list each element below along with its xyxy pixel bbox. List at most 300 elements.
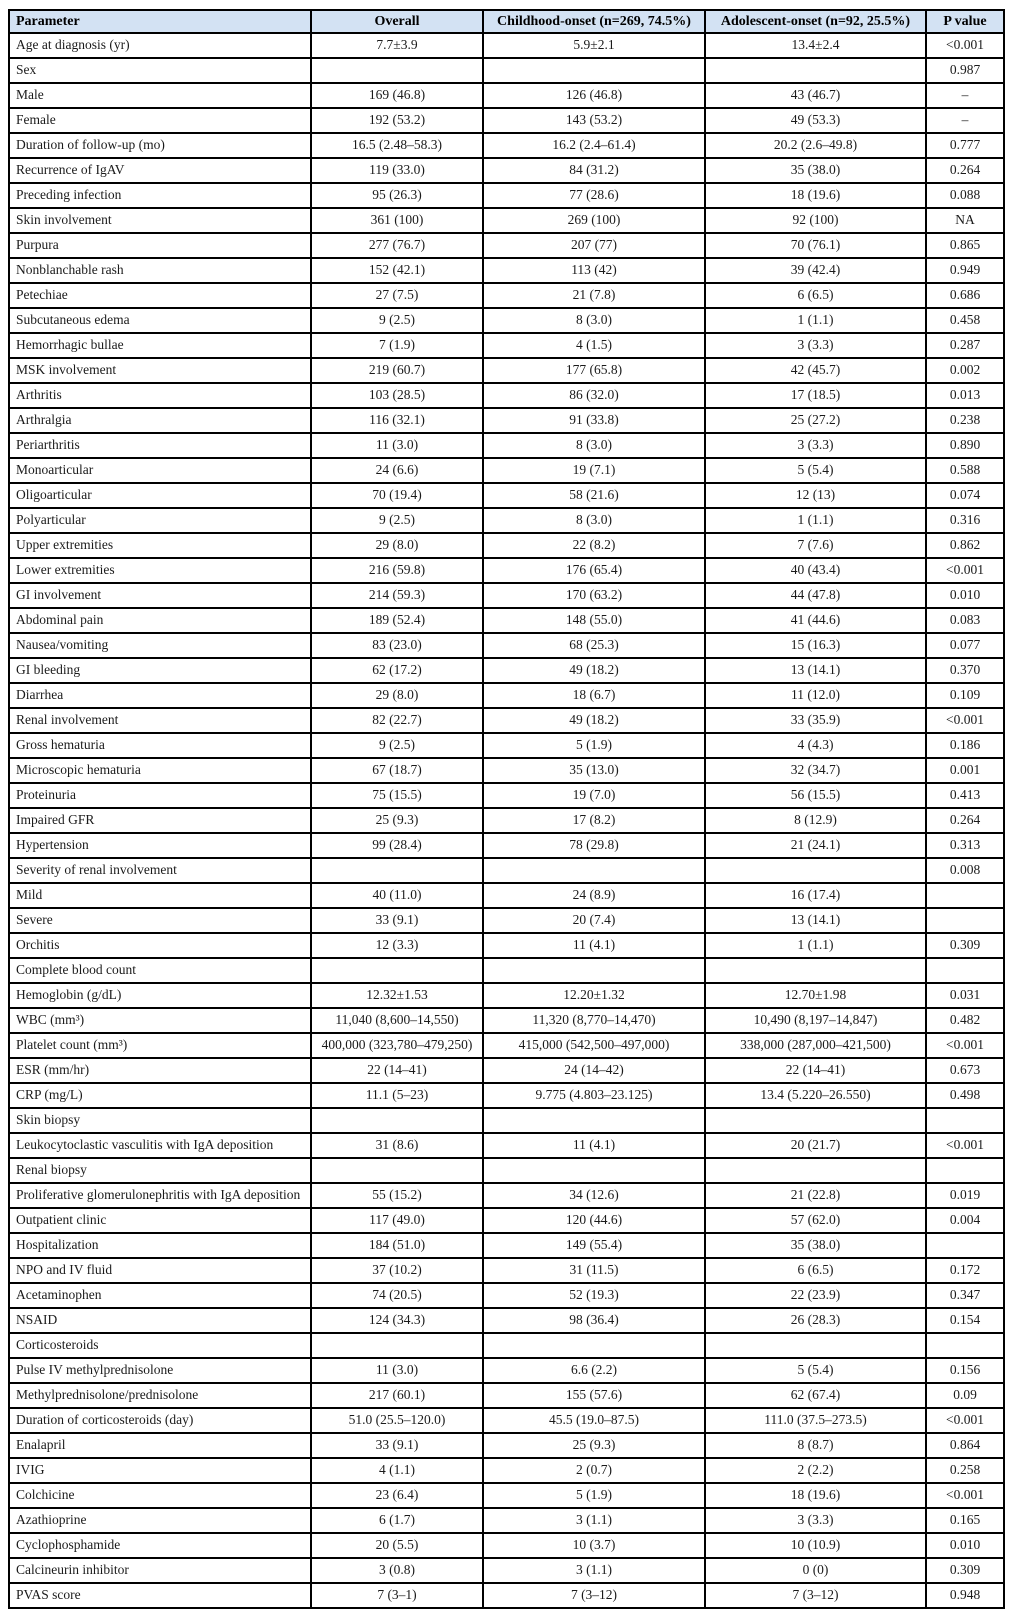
- value-cell: 0.09: [926, 1383, 1004, 1408]
- value-cell: 24 (8.9): [483, 883, 705, 908]
- value-cell: 17 (8.2): [483, 808, 705, 833]
- value-cell: [705, 958, 926, 983]
- value-cell: 82 (22.7): [311, 708, 483, 733]
- value-cell: 361 (100): [311, 208, 483, 233]
- table-row: [9, 333, 1004, 358]
- table-row: [9, 483, 1004, 508]
- value-cell: 7.7±3.9: [311, 33, 483, 58]
- value-cell: 6.6 (2.2): [483, 1358, 705, 1383]
- value-cell: 9 (2.5): [311, 733, 483, 758]
- table-row: [9, 283, 1004, 308]
- value-cell: 24 (14–42): [483, 1058, 705, 1083]
- value-cell: 0.777: [926, 133, 1004, 158]
- column-header: Parameter: [9, 10, 311, 33]
- value-cell: 13 (14.1): [705, 908, 926, 933]
- value-cell: 7 (3–12): [705, 1583, 926, 1608]
- value-cell: 189 (52.4): [311, 608, 483, 633]
- value-cell: 0.498: [926, 1083, 1004, 1108]
- table-row: [9, 658, 1004, 683]
- value-cell: 20.2 (2.6–49.8): [705, 133, 926, 158]
- table-row: [9, 1583, 1004, 1608]
- value-cell: 7 (3–12): [483, 1583, 705, 1608]
- value-cell: 11,320 (8,770–14,470): [483, 1008, 705, 1033]
- value-cell: [926, 958, 1004, 983]
- value-cell: 20 (7.4): [483, 908, 705, 933]
- value-cell: 1 (1.1): [705, 508, 926, 533]
- table-row: [9, 833, 1004, 858]
- value-cell: 0.458: [926, 308, 1004, 333]
- value-cell: –: [926, 83, 1004, 108]
- value-cell: 113 (42): [483, 258, 705, 283]
- value-cell: 6 (6.5): [705, 283, 926, 308]
- table-row: [9, 1433, 1004, 1458]
- value-cell: 0.862: [926, 533, 1004, 558]
- value-cell: [926, 883, 1004, 908]
- table-row: [9, 358, 1004, 383]
- value-cell: 5 (5.4): [705, 1358, 926, 1383]
- value-cell: 84 (31.2): [483, 158, 705, 183]
- value-cell: 21 (7.8): [483, 283, 705, 308]
- value-cell: 70 (19.4): [311, 483, 483, 508]
- value-cell: 0.156: [926, 1358, 1004, 1383]
- table-row: [9, 1358, 1004, 1383]
- table-row: [9, 1133, 1004, 1158]
- table-row: [9, 1533, 1004, 1558]
- parameter-cell: Cyclophosphamide: [9, 1533, 311, 1558]
- value-cell: [705, 1333, 926, 1358]
- value-cell: 4 (4.3): [705, 733, 926, 758]
- parameter-cell: Age at diagnosis (yr): [9, 33, 311, 58]
- table-row: [9, 858, 1004, 883]
- table-row: [9, 33, 1004, 58]
- table-row: [9, 1408, 1004, 1433]
- table-row: [9, 158, 1004, 183]
- value-cell: 25 (9.3): [483, 1433, 705, 1458]
- value-cell: 11.1 (5–23): [311, 1083, 483, 1108]
- value-cell: 29 (8.0): [311, 683, 483, 708]
- value-cell: 155 (57.6): [483, 1383, 705, 1408]
- value-cell: 55 (15.2): [311, 1183, 483, 1208]
- parameter-cell: Renal biopsy: [9, 1158, 311, 1183]
- value-cell: 5.9±2.1: [483, 33, 705, 58]
- value-cell: [311, 1158, 483, 1183]
- value-cell: 15 (16.3): [705, 633, 926, 658]
- parameter-cell: Duration of follow-up (mo): [9, 133, 311, 158]
- value-cell: 216 (59.8): [311, 558, 483, 583]
- table-row: [9, 683, 1004, 708]
- parameter-cell: MSK involvement: [9, 358, 311, 383]
- value-cell: 6 (1.7): [311, 1508, 483, 1533]
- parameter-cell: Male: [9, 83, 311, 108]
- value-cell: 0.865: [926, 233, 1004, 258]
- parameter-cell: Outpatient clinic: [9, 1208, 311, 1233]
- parameter-cell: Hypertension: [9, 833, 311, 858]
- table-body: [9, 33, 1004, 1608]
- value-cell: 51.0 (25.5–120.0): [311, 1408, 483, 1433]
- value-cell: 207 (77): [483, 233, 705, 258]
- table-row: [9, 1158, 1004, 1183]
- value-cell: [483, 1158, 705, 1183]
- value-cell: 192 (53.2): [311, 108, 483, 133]
- value-cell: 0.165: [926, 1508, 1004, 1533]
- value-cell: <0.001: [926, 1408, 1004, 1433]
- value-cell: 91 (33.8): [483, 408, 705, 433]
- value-cell: 39 (42.4): [705, 258, 926, 283]
- parameter-cell: Periarthritis: [9, 433, 311, 458]
- value-cell: <0.001: [926, 708, 1004, 733]
- value-cell: 1 (1.1): [705, 308, 926, 333]
- value-cell: 117 (49.0): [311, 1208, 483, 1233]
- value-cell: 0.987: [926, 58, 1004, 83]
- value-cell: 83 (23.0): [311, 633, 483, 658]
- table-row: [9, 233, 1004, 258]
- table-row: [9, 808, 1004, 833]
- parameter-cell: Sex: [9, 58, 311, 83]
- value-cell: 277 (76.7): [311, 233, 483, 258]
- value-cell: 269 (100): [483, 208, 705, 233]
- value-cell: 116 (32.1): [311, 408, 483, 433]
- value-cell: 27 (7.5): [311, 283, 483, 308]
- table-row: [9, 58, 1004, 83]
- value-cell: 119 (33.0): [311, 158, 483, 183]
- table-row: [9, 1308, 1004, 1333]
- table-row: [9, 908, 1004, 933]
- parameter-cell: Skin biopsy: [9, 1108, 311, 1133]
- value-cell: 400,000 (323,780–479,250): [311, 1033, 483, 1058]
- value-cell: 10 (3.7): [483, 1533, 705, 1558]
- table-row: [9, 883, 1004, 908]
- parameter-cell: Hemorrhagic bullae: [9, 333, 311, 358]
- value-cell: 17 (18.5): [705, 383, 926, 408]
- value-cell: 74 (20.5): [311, 1283, 483, 1308]
- parameter-cell: WBC (mm³): [9, 1008, 311, 1033]
- value-cell: 16.5 (2.48–58.3): [311, 133, 483, 158]
- table-row: [9, 958, 1004, 983]
- value-cell: 0.588: [926, 458, 1004, 483]
- table-row: [9, 408, 1004, 433]
- value-cell: 3 (3.3): [705, 433, 926, 458]
- value-cell: 10 (10.9): [705, 1533, 926, 1558]
- value-cell: 0.013: [926, 383, 1004, 408]
- parameter-cell: Renal involvement: [9, 708, 311, 733]
- value-cell: 56 (15.5): [705, 783, 926, 808]
- value-cell: 12 (3.3): [311, 933, 483, 958]
- value-cell: 0.370: [926, 658, 1004, 683]
- table-row: [9, 1058, 1004, 1083]
- value-cell: 26 (28.3): [705, 1308, 926, 1333]
- parameter-cell: Abdominal pain: [9, 608, 311, 633]
- value-cell: 37 (10.2): [311, 1258, 483, 1283]
- value-cell: 148 (55.0): [483, 608, 705, 633]
- value-cell: 68 (25.3): [483, 633, 705, 658]
- parameter-cell: Impaired GFR: [9, 808, 311, 833]
- column-header: Childhood-onset (n=269, 74.5%): [483, 10, 705, 33]
- value-cell: 42 (45.7): [705, 358, 926, 383]
- value-cell: 2 (2.2): [705, 1458, 926, 1483]
- parameter-cell: GI involvement: [9, 583, 311, 608]
- value-cell: 11 (4.1): [483, 933, 705, 958]
- value-cell: 10,490 (8,197–14,847): [705, 1008, 926, 1033]
- table-row: [9, 258, 1004, 283]
- table-row: [9, 983, 1004, 1008]
- table-row: [9, 433, 1004, 458]
- value-cell: 78 (29.8): [483, 833, 705, 858]
- value-cell: 176 (65.4): [483, 558, 705, 583]
- value-cell: 0.083: [926, 608, 1004, 633]
- value-cell: 169 (46.8): [311, 83, 483, 108]
- value-cell: <0.001: [926, 33, 1004, 58]
- parameter-cell: Platelet count (mm³): [9, 1033, 311, 1058]
- table-row: [9, 1508, 1004, 1533]
- value-cell: [926, 908, 1004, 933]
- value-cell: 22 (14–41): [311, 1058, 483, 1083]
- value-cell: 67 (18.7): [311, 758, 483, 783]
- value-cell: 415,000 (542,500–497,000): [483, 1033, 705, 1058]
- table-row: [9, 783, 1004, 808]
- value-cell: 99 (28.4): [311, 833, 483, 858]
- value-cell: 8 (3.0): [483, 308, 705, 333]
- parameter-cell: Diarrhea: [9, 683, 311, 708]
- value-cell: [483, 1108, 705, 1133]
- value-cell: 16 (17.4): [705, 883, 926, 908]
- value-cell: 19 (7.1): [483, 458, 705, 483]
- value-cell: 13.4±2.4: [705, 33, 926, 58]
- parameter-cell: Petechiae: [9, 283, 311, 308]
- value-cell: 8 (3.0): [483, 433, 705, 458]
- value-cell: 20 (5.5): [311, 1533, 483, 1558]
- value-cell: 20 (21.7): [705, 1133, 926, 1158]
- table-row: [9, 1458, 1004, 1483]
- table-row: [9, 108, 1004, 133]
- value-cell: 57 (62.0): [705, 1208, 926, 1233]
- table-header: [9, 10, 1004, 33]
- header-row: [9, 10, 1004, 33]
- parameter-cell: Lower extremities: [9, 558, 311, 583]
- value-cell: 7 (3–1): [311, 1583, 483, 1608]
- value-cell: 11,040 (8,600–14,550): [311, 1008, 483, 1033]
- parameter-cell: Hemoglobin (g/dL): [9, 983, 311, 1008]
- value-cell: 0.010: [926, 1533, 1004, 1558]
- value-cell: 3 (0.8): [311, 1558, 483, 1583]
- parameter-cell: Corticosteroids: [9, 1333, 311, 1358]
- value-cell: 18 (6.7): [483, 683, 705, 708]
- value-cell: 4 (1.5): [483, 333, 705, 358]
- value-cell: 35 (13.0): [483, 758, 705, 783]
- table-row: [9, 1208, 1004, 1233]
- value-cell: 13.4 (5.220–26.550): [705, 1083, 926, 1108]
- table-row: [9, 1258, 1004, 1283]
- value-cell: 214 (59.3): [311, 583, 483, 608]
- value-cell: 3 (1.1): [483, 1508, 705, 1533]
- value-cell: 0.673: [926, 1058, 1004, 1083]
- value-cell: <0.001: [926, 1133, 1004, 1158]
- value-cell: 43 (46.7): [705, 83, 926, 108]
- value-cell: 0.686: [926, 283, 1004, 308]
- value-cell: 9 (2.5): [311, 508, 483, 533]
- parameter-cell: Complete blood count: [9, 958, 311, 983]
- table-row: [9, 1483, 1004, 1508]
- value-cell: 149 (55.4): [483, 1233, 705, 1258]
- table-row: [9, 533, 1004, 558]
- parameter-cell: Microscopic hematuria: [9, 758, 311, 783]
- value-cell: <0.001: [926, 1033, 1004, 1058]
- value-cell: 24 (6.6): [311, 458, 483, 483]
- value-cell: 32 (34.7): [705, 758, 926, 783]
- value-cell: 0.186: [926, 733, 1004, 758]
- table-row: [9, 583, 1004, 608]
- value-cell: 217 (60.1): [311, 1383, 483, 1408]
- value-cell: 33 (35.9): [705, 708, 926, 733]
- value-cell: 98 (36.4): [483, 1308, 705, 1333]
- value-cell: 5 (1.9): [483, 1483, 705, 1508]
- value-cell: [926, 1333, 1004, 1358]
- column-header: Overall: [311, 10, 483, 33]
- value-cell: 8 (12.9): [705, 808, 926, 833]
- parameter-cell: Female: [9, 108, 311, 133]
- value-cell: [483, 58, 705, 83]
- parameter-cell: Polyarticular: [9, 508, 311, 533]
- table-row: [9, 1183, 1004, 1208]
- value-cell: 0.864: [926, 1433, 1004, 1458]
- value-cell: 35 (38.0): [705, 1233, 926, 1258]
- value-cell: 126 (46.8): [483, 83, 705, 108]
- value-cell: 0.010: [926, 583, 1004, 608]
- table-row: [9, 308, 1004, 333]
- table-row: [9, 1008, 1004, 1033]
- table-row: [9, 933, 1004, 958]
- value-cell: 11 (12.0): [705, 683, 926, 708]
- column-header: P value: [926, 10, 1004, 33]
- parameter-cell: Preceding infection: [9, 183, 311, 208]
- value-cell: [705, 1158, 926, 1183]
- value-cell: 0.172: [926, 1258, 1004, 1283]
- parameter-cell: Pulse IV methylprednisolone: [9, 1358, 311, 1383]
- value-cell: <0.001: [926, 1483, 1004, 1508]
- value-cell: 124 (34.3): [311, 1308, 483, 1333]
- value-cell: 44 (47.8): [705, 583, 926, 608]
- value-cell: [311, 958, 483, 983]
- value-cell: 25 (27.2): [705, 408, 926, 433]
- parameter-cell: Enalapril: [9, 1433, 311, 1458]
- value-cell: 0.309: [926, 1558, 1004, 1583]
- value-cell: 5 (5.4): [705, 458, 926, 483]
- value-cell: 111.0 (37.5–273.5): [705, 1408, 926, 1433]
- parameter-cell: Orchitis: [9, 933, 311, 958]
- value-cell: 0.309: [926, 933, 1004, 958]
- table-row: [9, 1383, 1004, 1408]
- value-cell: –: [926, 108, 1004, 133]
- value-cell: 25 (9.3): [311, 808, 483, 833]
- parameter-cell: Upper extremities: [9, 533, 311, 558]
- value-cell: 9.775 (4.803–23.125): [483, 1083, 705, 1108]
- value-cell: <0.001: [926, 558, 1004, 583]
- table-row: [9, 133, 1004, 158]
- value-cell: 0.949: [926, 258, 1004, 283]
- value-cell: 33 (9.1): [311, 1433, 483, 1458]
- value-cell: 0.258: [926, 1458, 1004, 1483]
- value-cell: 0.004: [926, 1208, 1004, 1233]
- parameter-cell: PVAS score: [9, 1583, 311, 1608]
- value-cell: 0.264: [926, 158, 1004, 183]
- value-cell: 0.238: [926, 408, 1004, 433]
- value-cell: 22 (14–41): [705, 1058, 926, 1083]
- value-cell: 0.287: [926, 333, 1004, 358]
- value-cell: 0.001: [926, 758, 1004, 783]
- table-row: [9, 83, 1004, 108]
- value-cell: 7 (1.9): [311, 333, 483, 358]
- value-cell: 0.002: [926, 358, 1004, 383]
- value-cell: 31 (11.5): [483, 1258, 705, 1283]
- value-cell: 16.2 (2.4–61.4): [483, 133, 705, 158]
- parameter-cell: Proteinuria: [9, 783, 311, 808]
- value-cell: 62 (67.4): [705, 1383, 926, 1408]
- table-row: [9, 383, 1004, 408]
- value-cell: [705, 1108, 926, 1133]
- value-cell: [311, 1108, 483, 1133]
- value-cell: 0.074: [926, 483, 1004, 508]
- value-cell: 29 (8.0): [311, 533, 483, 558]
- value-cell: 0.019: [926, 1183, 1004, 1208]
- parameter-cell: Arthritis: [9, 383, 311, 408]
- parameter-cell: GI bleeding: [9, 658, 311, 683]
- value-cell: 2 (0.7): [483, 1458, 705, 1483]
- value-cell: 11 (3.0): [311, 1358, 483, 1383]
- parameter-cell: Purpura: [9, 233, 311, 258]
- value-cell: 23 (6.4): [311, 1483, 483, 1508]
- parameter-cell: Severe: [9, 908, 311, 933]
- value-cell: [705, 58, 926, 83]
- value-cell: 0.077: [926, 633, 1004, 658]
- table-row: [9, 708, 1004, 733]
- value-cell: 184 (51.0): [311, 1233, 483, 1258]
- value-cell: 12.20±1.32: [483, 983, 705, 1008]
- parameter-cell: Skin involvement: [9, 208, 311, 233]
- value-cell: 77 (28.6): [483, 183, 705, 208]
- value-cell: 34 (12.6): [483, 1183, 705, 1208]
- column-header: Adolescent-onset (n=92, 25.5%): [705, 10, 926, 33]
- value-cell: 5 (1.9): [483, 733, 705, 758]
- table-row: [9, 458, 1004, 483]
- table-row: [9, 1083, 1004, 1108]
- parameter-cell: Proliferative glomerulonephritis with IgA deposition: [9, 1183, 311, 1208]
- value-cell: 21 (24.1): [705, 833, 926, 858]
- value-cell: 8 (8.7): [705, 1433, 926, 1458]
- parameter-cell: Severity of renal involvement: [9, 858, 311, 883]
- parameter-cell: Nonblanchable rash: [9, 258, 311, 283]
- value-cell: 22 (8.2): [483, 533, 705, 558]
- value-cell: 13 (14.1): [705, 658, 926, 683]
- value-cell: 0.413: [926, 783, 1004, 808]
- value-cell: 11 (3.0): [311, 433, 483, 458]
- comparison-table: [8, 9, 1005, 1609]
- value-cell: 0.316: [926, 508, 1004, 533]
- parameter-cell: Colchicine: [9, 1483, 311, 1508]
- parameter-cell: Recurrence of IgAV: [9, 158, 311, 183]
- parameter-cell: Nausea/vomiting: [9, 633, 311, 658]
- parameter-cell: Hospitalization: [9, 1233, 311, 1258]
- table-row: [9, 733, 1004, 758]
- parameter-cell: Calcineurin inhibitor: [9, 1558, 311, 1583]
- value-cell: 40 (11.0): [311, 883, 483, 908]
- table-row: [9, 1558, 1004, 1583]
- value-cell: [926, 1233, 1004, 1258]
- value-cell: 6 (6.5): [705, 1258, 926, 1283]
- parameter-cell: NPO and IV fluid: [9, 1258, 311, 1283]
- value-cell: 3 (3.3): [705, 333, 926, 358]
- value-cell: 92 (100): [705, 208, 926, 233]
- value-cell: 49 (53.3): [705, 108, 926, 133]
- parameter-cell: Arthralgia: [9, 408, 311, 433]
